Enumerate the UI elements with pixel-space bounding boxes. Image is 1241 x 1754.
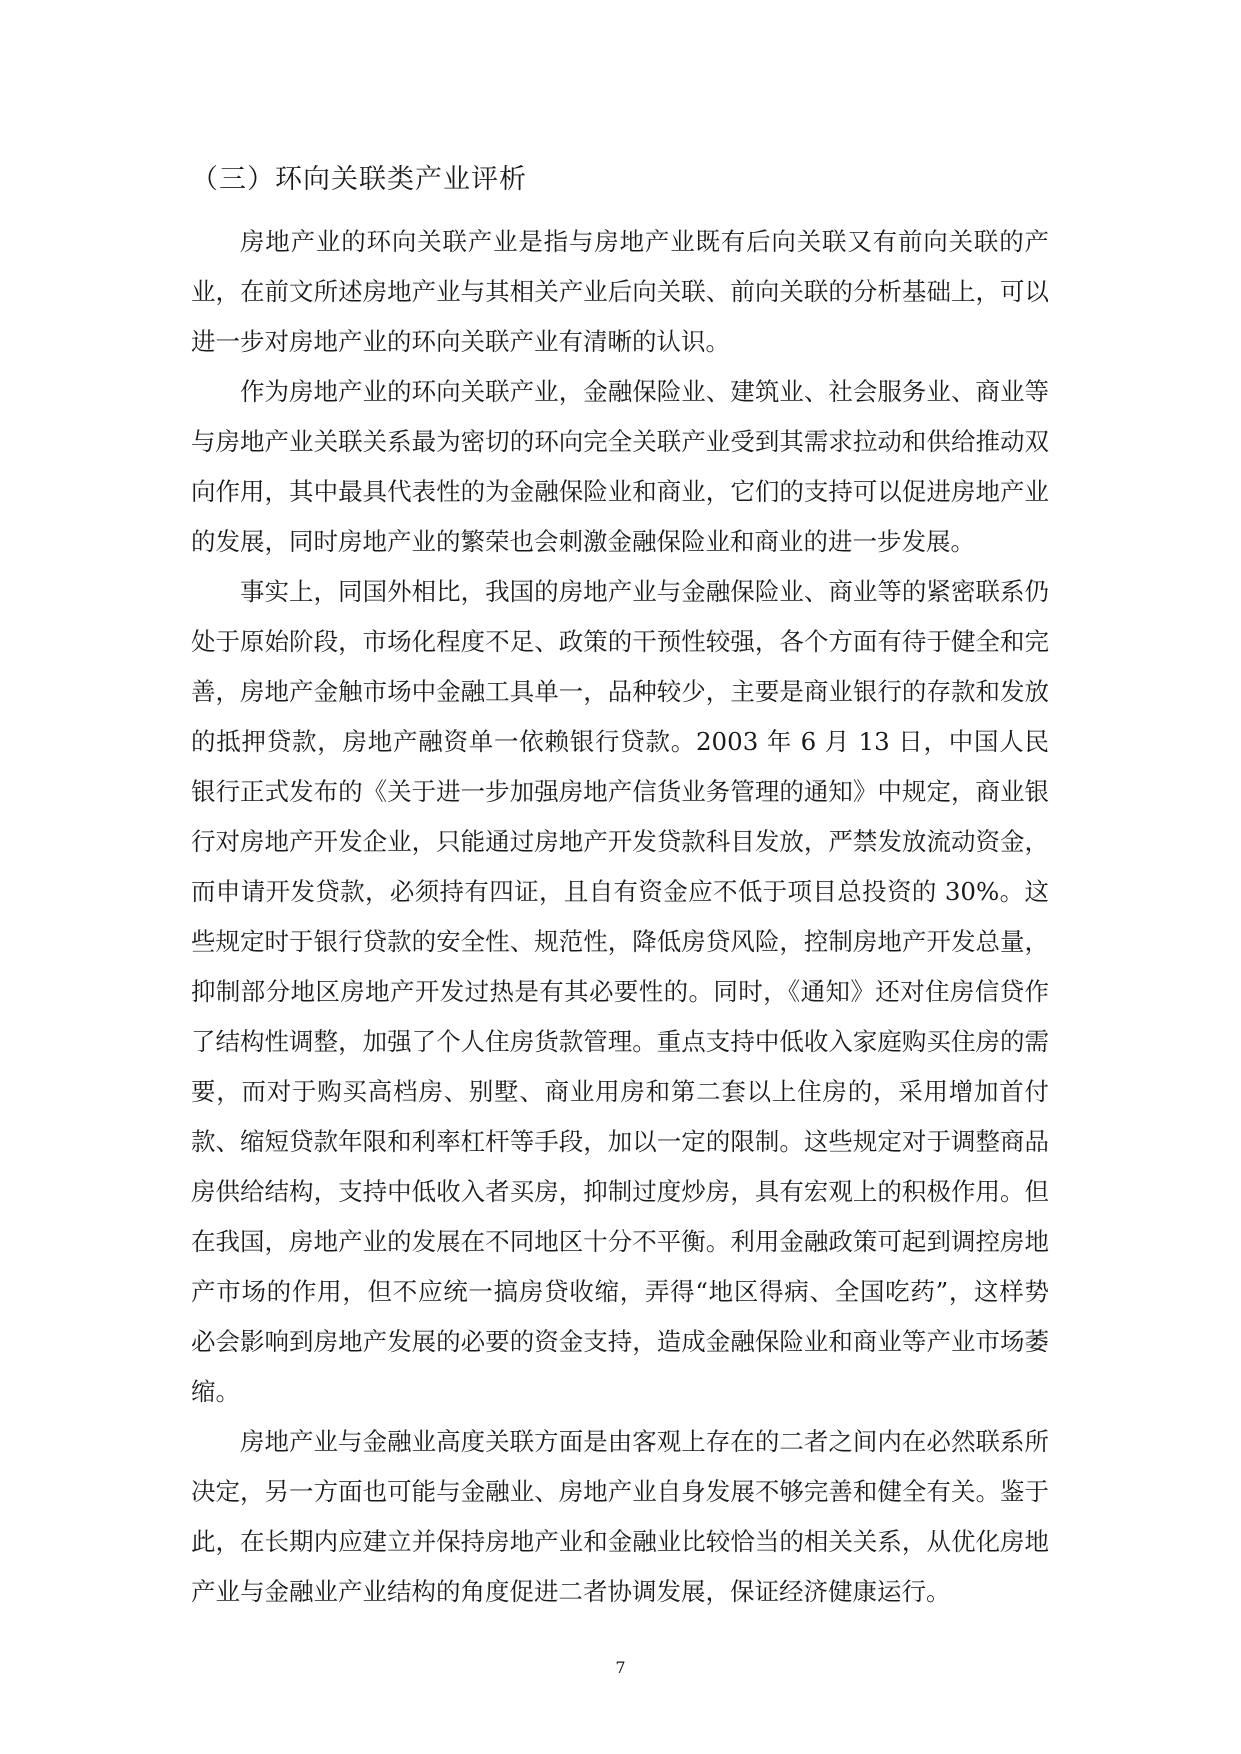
- section-heading: （三）环向关联类产业评析: [191, 164, 527, 195]
- body-text: [191, 217, 1049, 1617]
- page-number: 7: [615, 1658, 626, 1677]
- paragraph-1: 房地产业的环向关联产业是指与房地产业既有后向关联又有前向关联的产业，在前文所述房地产业与其相关产业后向关联、前向关联的分析基础上，可以进一步对房地产业的环向关联产业有清晰的认识。: [191, 227, 1049, 356]
- paragraph-3: 事实上，同国外相比，我国的房地产业与金融保险业、商业等的紧密联系仍处于原始阶段，市场化程度不足、政策的干预性较强，各个方面有待于健全和完善，房地产金触市场中金融工具单一，品种较少，主要是商业银行的存款和发放的抵押贷款，房地产融资单一依赖银行贷款。2003 年 6 月 13 日，中国人民银行正式发布的《关于进一步加强房地产信货业务管理的通知》中规定，商业银行对房地产开发企业，只能通过房地产开发贷款科目发放，严禁发放流动资金，而申请开发贷款，必须持有四证，且自有资金应不低于项目总投资的 30%。这些规定时于银行贷款的安全性、规范性，降低房贷风险，控制房地产开发总量，抑制部分地区房地产开发过热是有其必要性的。同时，《通知》还对住房信贷作了结构性调整，加强了个人住房货款管理。重点支持中低收入家庭购买住房的需要，而对于购买高档房、别墅、商业用房和第二套以上住房的，采用增加首付款、缩短贷款年限和利率杠杆等手段，加以一定的限制。这些规定对于调整商品房供给结构，支持中低收入者买房，抑制过度炒房，具有宏观上的积极作用。但在我国，房地产业的发展在不同地区十分不平衡。利用金融政策可起到调控房地产市场的作用，但不应统一搞房贷收缩，弄得“地区得病、全国吃药”，这样势必会影响到房地产发展的必要的资金支持，造成金融保险业和商业等产业市场萎缩。: [191, 577, 1049, 1406]
- paragraph-4: 房地产业与金融业高度关联方面是由客观上存在的二者之间内在必然联系所决定，另一方面也可能与金融业、房地产业自身发展不够完善和健全有关。鉴于此，在长期内应建立并保持房地产业和金融业比较恰当的相关关系，从优化房地产业与金融业产业结构的角度促进二者协调发展，保证经济健康运行。: [191, 1427, 1049, 1606]
- paragraph-2: 作为房地产业的环向关联产业，金融保险业、建筑业、社会服务业、商业等与房地产业关联关系最为密切的环向完全关联产业受到其需求拉动和供给推动双向作用，其中最具代表性的为金融保险业和商业，它们的支持可以促进房地产业的发展，同时房地产业的繁荣也会刺激金融保险业和商业的进一步发展。: [191, 377, 1049, 556]
